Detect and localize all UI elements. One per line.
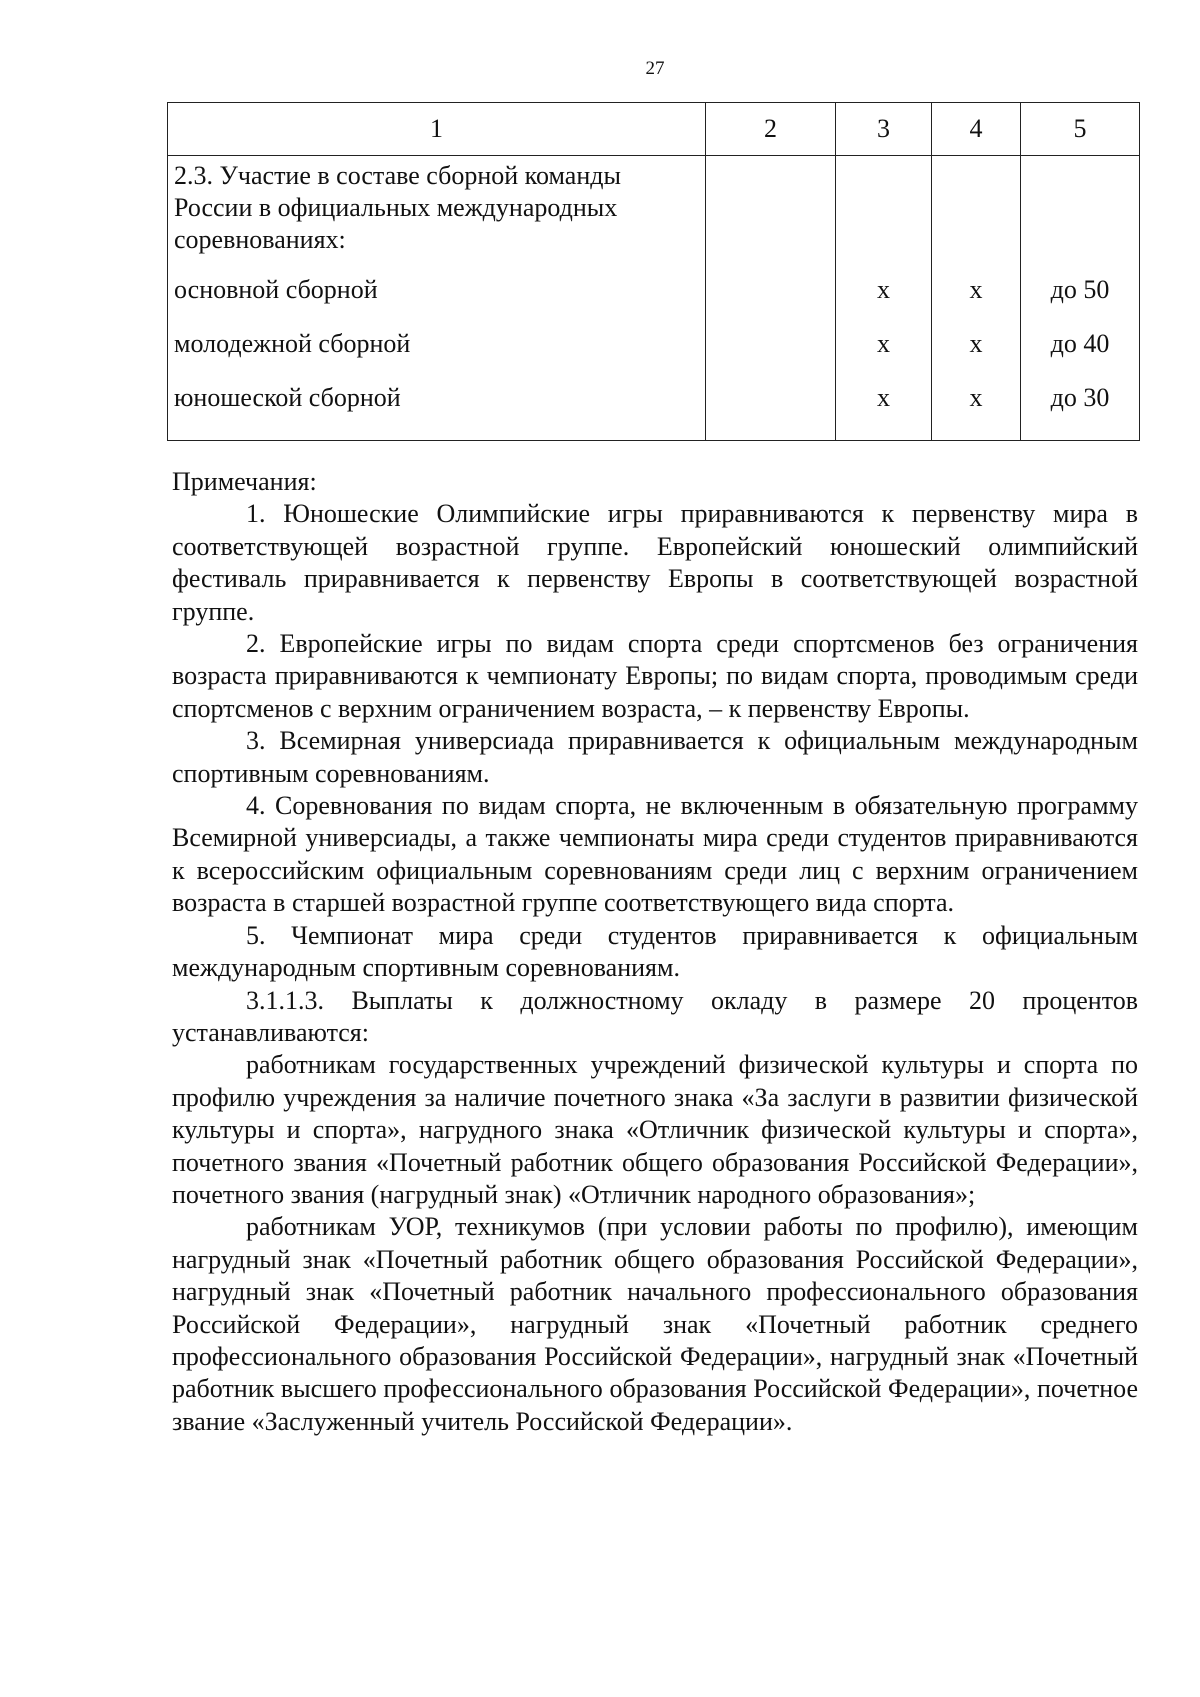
cell-youth-col2 [712,328,829,382]
row-name-youth-team: молодежной сборной [174,329,411,358]
cell-main-col2 [712,274,829,328]
clause-paragraph-2: работникам УОР, техникумов (при условии работы по профилю), имеющим нагрудный знак «Почетный работник общего образования Российской Федерации», нагрудный знак «Почетный работник начального профессионального образования Российской Федерации», нагрудный знак «Почетный работник среднего профессионального образования Российской Федерации», нагрудный знак «Почетный работник высшего профессионального образования Российской Федерации», почетное звание «Заслуженный учитель Российской Федерации». [172,1212,1138,1436]
header-cell-2: 2 [706,103,836,156]
cell-youth-col4: х [969,329,983,358]
note-item-2: 2. Европейские игры по видам спорта среди спортсменов без ограничения возраста приравниваются к чемпионату Европы; по видам спорта, проводимым среди спортсменов с верхним ограничением возраста, – к первенству Европы. [172,629,1138,723]
notes-heading: Примечания: [172,467,317,496]
section-title-line: России в официальных международных [174,193,618,222]
cell-junior-col3: х [877,383,890,412]
table-body-row [168,156,1140,441]
header-cell-1: 1 [168,103,706,156]
cell-junior-col2 [712,382,829,436]
cell-youth-col5: до 40 [1050,329,1110,358]
allowance-table [167,102,1140,441]
row-name-junior-team: юношеской сборной [174,383,401,412]
clause-paragraph-1: работникам государственных учреждений физической культуры и спорта по профилю учреждения за наличие почетного знака «За заслуги в развитии физической культуры и спорта», нагрудного знака «Отличник физической культуры и спорта», почетного звания «Почетный работник общего образования Российской Федерации», почетного звания (нагрудный знак) «Отличник народного образования»; [172,1050,1138,1209]
column-2-cell [706,156,836,441]
cell-main-col5: до 50 [1050,275,1110,304]
column-4-cell [932,156,1021,441]
cell-junior-col4: х [969,383,983,412]
header-cell-5: 5 [1021,103,1140,156]
column-5-cell [1021,156,1140,441]
note-item-5: 5. Чемпионат мира среди студентов приравнивается к официальным международным спортивным соревнованиям. [172,920,1138,983]
section-title-line: соревнованиях: [174,225,346,254]
cell-main-col3: х [877,275,890,304]
header-cell-4: 4 [932,103,1021,156]
note-item-1: 1. Юношеские Олимпийские игры приравниваются к первенству мира в соответствующей возрастной группе. Европейский юношеский олимпийский фестиваль приравнивается к первенству Европы в соответствующей возрастной группе. [172,499,1138,626]
clause-intro: 3.1.1.3. Выплаты к должностному окладу в размере 20 процентов устанавливаются: [172,985,1138,1047]
document-body [172,466,1138,1438]
page-number: 27 [645,58,665,79]
header-cell-3: 3 [836,103,932,156]
section-title-line: 2.3. Участие в составе сборной команды [174,161,621,190]
cell-main-col4: х [969,275,983,304]
category-column [168,156,706,441]
row-name-main-team: основной сборной [174,275,378,304]
note-item-3: 3. Всемирная универсиада приравнивается к официальным международным спортивным соревнованиям. [172,726,1138,788]
cell-junior-col5: до 30 [1050,383,1110,412]
note-item-4: 4. Соревнования по видам спорта, не включенным в обязательную программу Всемирной универсиады, а также чемпионаты мира среди студентов приравниваются к всероссийским официальным соревнованиям среди лиц с верхним ограничением возраста в старшей возрастной группе соответствующего вида спорта. [172,791,1138,918]
column-3-cell [836,156,932,441]
cell-youth-col3: х [877,329,890,358]
table-header-row [168,103,1140,156]
